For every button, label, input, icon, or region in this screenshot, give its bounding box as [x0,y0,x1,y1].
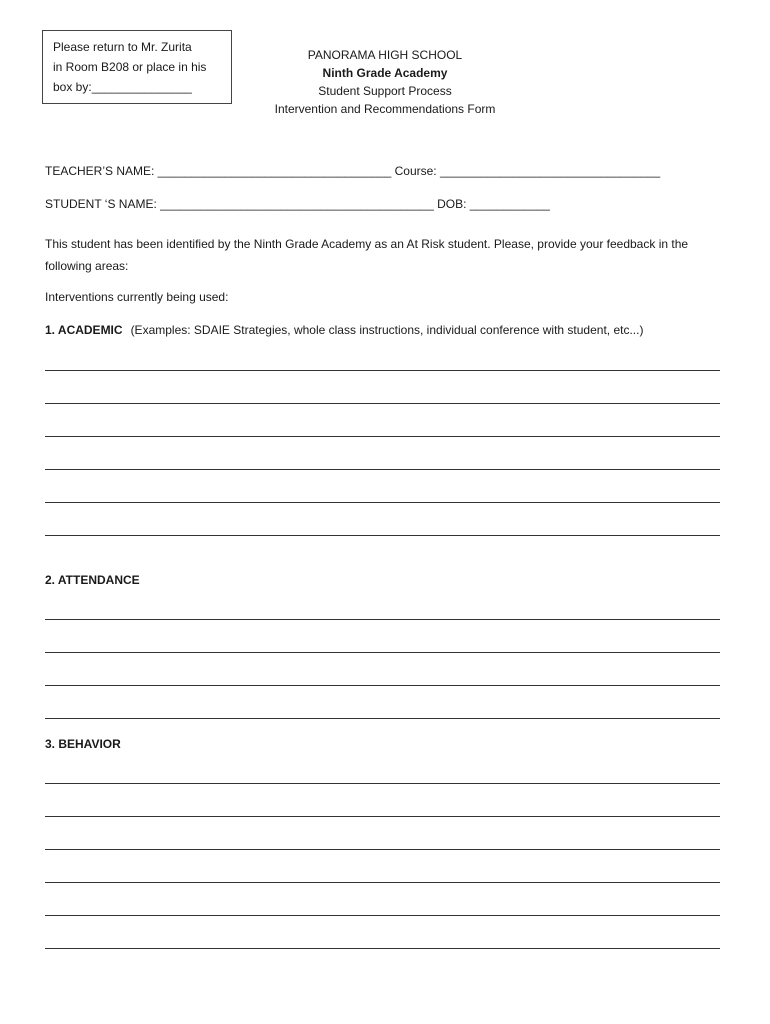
academy-name: Ninth Grade Academy [322,66,448,80]
behavior-answer-line[interactable] [45,783,720,784]
behavior-answer-line[interactable] [45,849,720,850]
behavior-answer-line[interactable] [45,915,720,916]
student-dob-field[interactable]: STUDENT ‘S NAME: _________________________________________ DOB: ____________ [45,197,550,211]
section-academic-heading [45,323,643,337]
return-line-1: Please return to Mr. Zurita [53,40,192,54]
behavior-title: 3. BEHAVIOR [45,737,121,751]
behavior-answer-line[interactable] [45,882,720,883]
behavior-answer-line[interactable] [45,948,720,949]
return-date-field[interactable]: box by:_______________ [53,80,192,94]
return-instructions-box [42,30,232,104]
attendance-answer-line[interactable] [45,685,720,686]
academic-answer-line[interactable] [45,502,720,503]
interventions-label: Interventions currently being used: [45,290,229,304]
process-name: Student Support Process [318,84,452,98]
school-name: PANORAMA HIGH SCHOOL [307,48,463,62]
return-line-2: in Room B208 or place in his [53,60,207,74]
academic-answer-line[interactable] [45,469,720,470]
academic-answer-line[interactable] [45,436,720,437]
behavior-answer-line[interactable] [45,816,720,817]
academic-answer-line[interactable] [45,370,720,371]
academic-answer-line[interactable] [45,535,720,536]
academic-title: 1. ACADEMIC [45,323,123,337]
attendance-answer-line[interactable] [45,619,720,620]
form-header [250,46,520,118]
academic-answer-line[interactable] [45,403,720,404]
attendance-title: 2. ATTENDANCE [45,573,140,587]
teacher-course-field[interactable]: TEACHER’S NAME: ___________________________________ Course: _________________________________ [45,164,661,178]
attendance-answer-line[interactable] [45,652,720,653]
academic-examples: (Examples: SDAIE Strategies, whole class instructions, individual conference with student, etc...) [130,323,644,337]
intro-paragraph: This student has been identified by the Ninth Grade Academy as an At Risk student. Please, provide your feedback in the following areas: [45,237,689,273]
attendance-answer-line[interactable] [45,718,720,719]
form-title: Intervention and Recommendations Form [274,102,496,116]
